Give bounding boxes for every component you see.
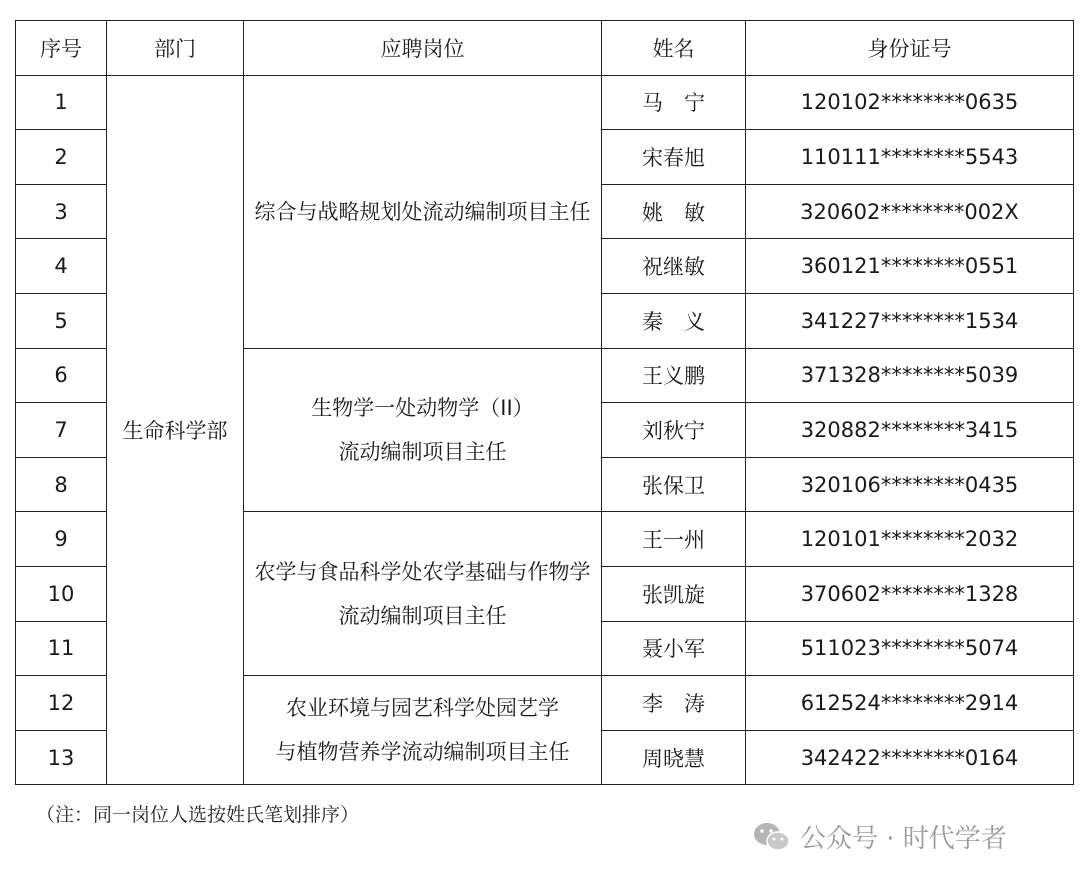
cell-id-number: 320602********002X <box>746 184 1074 239</box>
cell-name: 马 宁 <box>602 75 746 130</box>
position-line: 流动编制项目主任 <box>338 603 507 628</box>
cell-no: 12 <box>16 676 107 731</box>
position-line: 流动编制项目主任 <box>338 439 507 464</box>
cell-name: 李 涛 <box>602 676 746 731</box>
cell-no: 13 <box>16 730 107 785</box>
position-line: 生物学一处动物学（II） <box>311 395 534 420</box>
cell-no: 3 <box>16 184 107 239</box>
cell-position <box>244 676 602 785</box>
table-row <box>16 75 1074 130</box>
cell-id-number: 612524********2914 <box>746 676 1074 731</box>
header-name: 姓名 <box>602 21 746 76</box>
cell-no: 2 <box>16 130 107 185</box>
cell-no: 8 <box>16 457 107 512</box>
position-line: 综合与战略规划处流动编制项目主任 <box>254 199 591 224</box>
cell-id-number: 370602********1328 <box>746 566 1074 621</box>
cell-id-number: 110111********5543 <box>746 130 1074 185</box>
cell-name: 秦 义 <box>602 293 746 348</box>
header-id-number: 身份证号 <box>746 21 1074 76</box>
cell-id-number: 341227********1534 <box>746 293 1074 348</box>
cell-name: 张保卫 <box>602 457 746 512</box>
table-header-row <box>16 21 1074 76</box>
cell-name: 宋春旭 <box>602 130 746 185</box>
cell-no: 11 <box>16 621 107 676</box>
cell-id-number: 120102********0635 <box>746 75 1074 130</box>
cell-name: 祝继敏 <box>602 239 746 294</box>
cell-name: 周晓慧 <box>602 730 746 785</box>
cell-name: 聂小军 <box>602 621 746 676</box>
candidate-table <box>15 20 1074 785</box>
cell-position <box>244 75 602 348</box>
header-department: 部门 <box>107 21 244 76</box>
footnote: （注：同一岗位人选按姓氏笔划排序） <box>36 804 360 826</box>
cell-id-number: 342422********0164 <box>746 730 1074 785</box>
cell-position <box>244 348 602 512</box>
cell-department: 生命科学部 <box>107 75 244 785</box>
cell-id-number: 371328********5039 <box>746 348 1074 403</box>
cell-name: 姚 敏 <box>602 184 746 239</box>
position-line: 与植物营养学流动编制项目主任 <box>275 740 570 765</box>
position-line: 农学与食品科学处农学基础与作物学 <box>254 559 591 584</box>
position-line: 农业环境与园艺科学处园艺学 <box>286 696 559 721</box>
cell-no: 4 <box>16 239 107 294</box>
cell-no: 1 <box>16 75 107 130</box>
cell-name: 王一州 <box>602 512 746 567</box>
cell-no: 6 <box>16 348 107 403</box>
header-position: 应聘岗位 <box>244 21 602 76</box>
cell-id-number: 120101********2032 <box>746 512 1074 567</box>
cell-name: 刘秋宁 <box>602 403 746 458</box>
cell-id-number: 360121********0551 <box>746 239 1074 294</box>
cell-id-number: 320106********0435 <box>746 457 1074 512</box>
header-no: 序号 <box>16 21 107 76</box>
cell-id-number: 320882********3415 <box>746 403 1074 458</box>
watermark <box>752 818 1007 855</box>
cell-no: 7 <box>16 403 107 458</box>
cell-no: 9 <box>16 512 107 567</box>
watermark-text: 公众号 · 时代学者 <box>800 824 1007 854</box>
cell-name: 王义鹏 <box>602 348 746 403</box>
cell-no: 10 <box>16 566 107 621</box>
cell-name: 张凯旋 <box>602 566 746 621</box>
cell-no: 5 <box>16 293 107 348</box>
cell-position <box>244 512 602 676</box>
wechat-icon <box>752 821 792 853</box>
cell-id-number: 511023********5074 <box>746 621 1074 676</box>
